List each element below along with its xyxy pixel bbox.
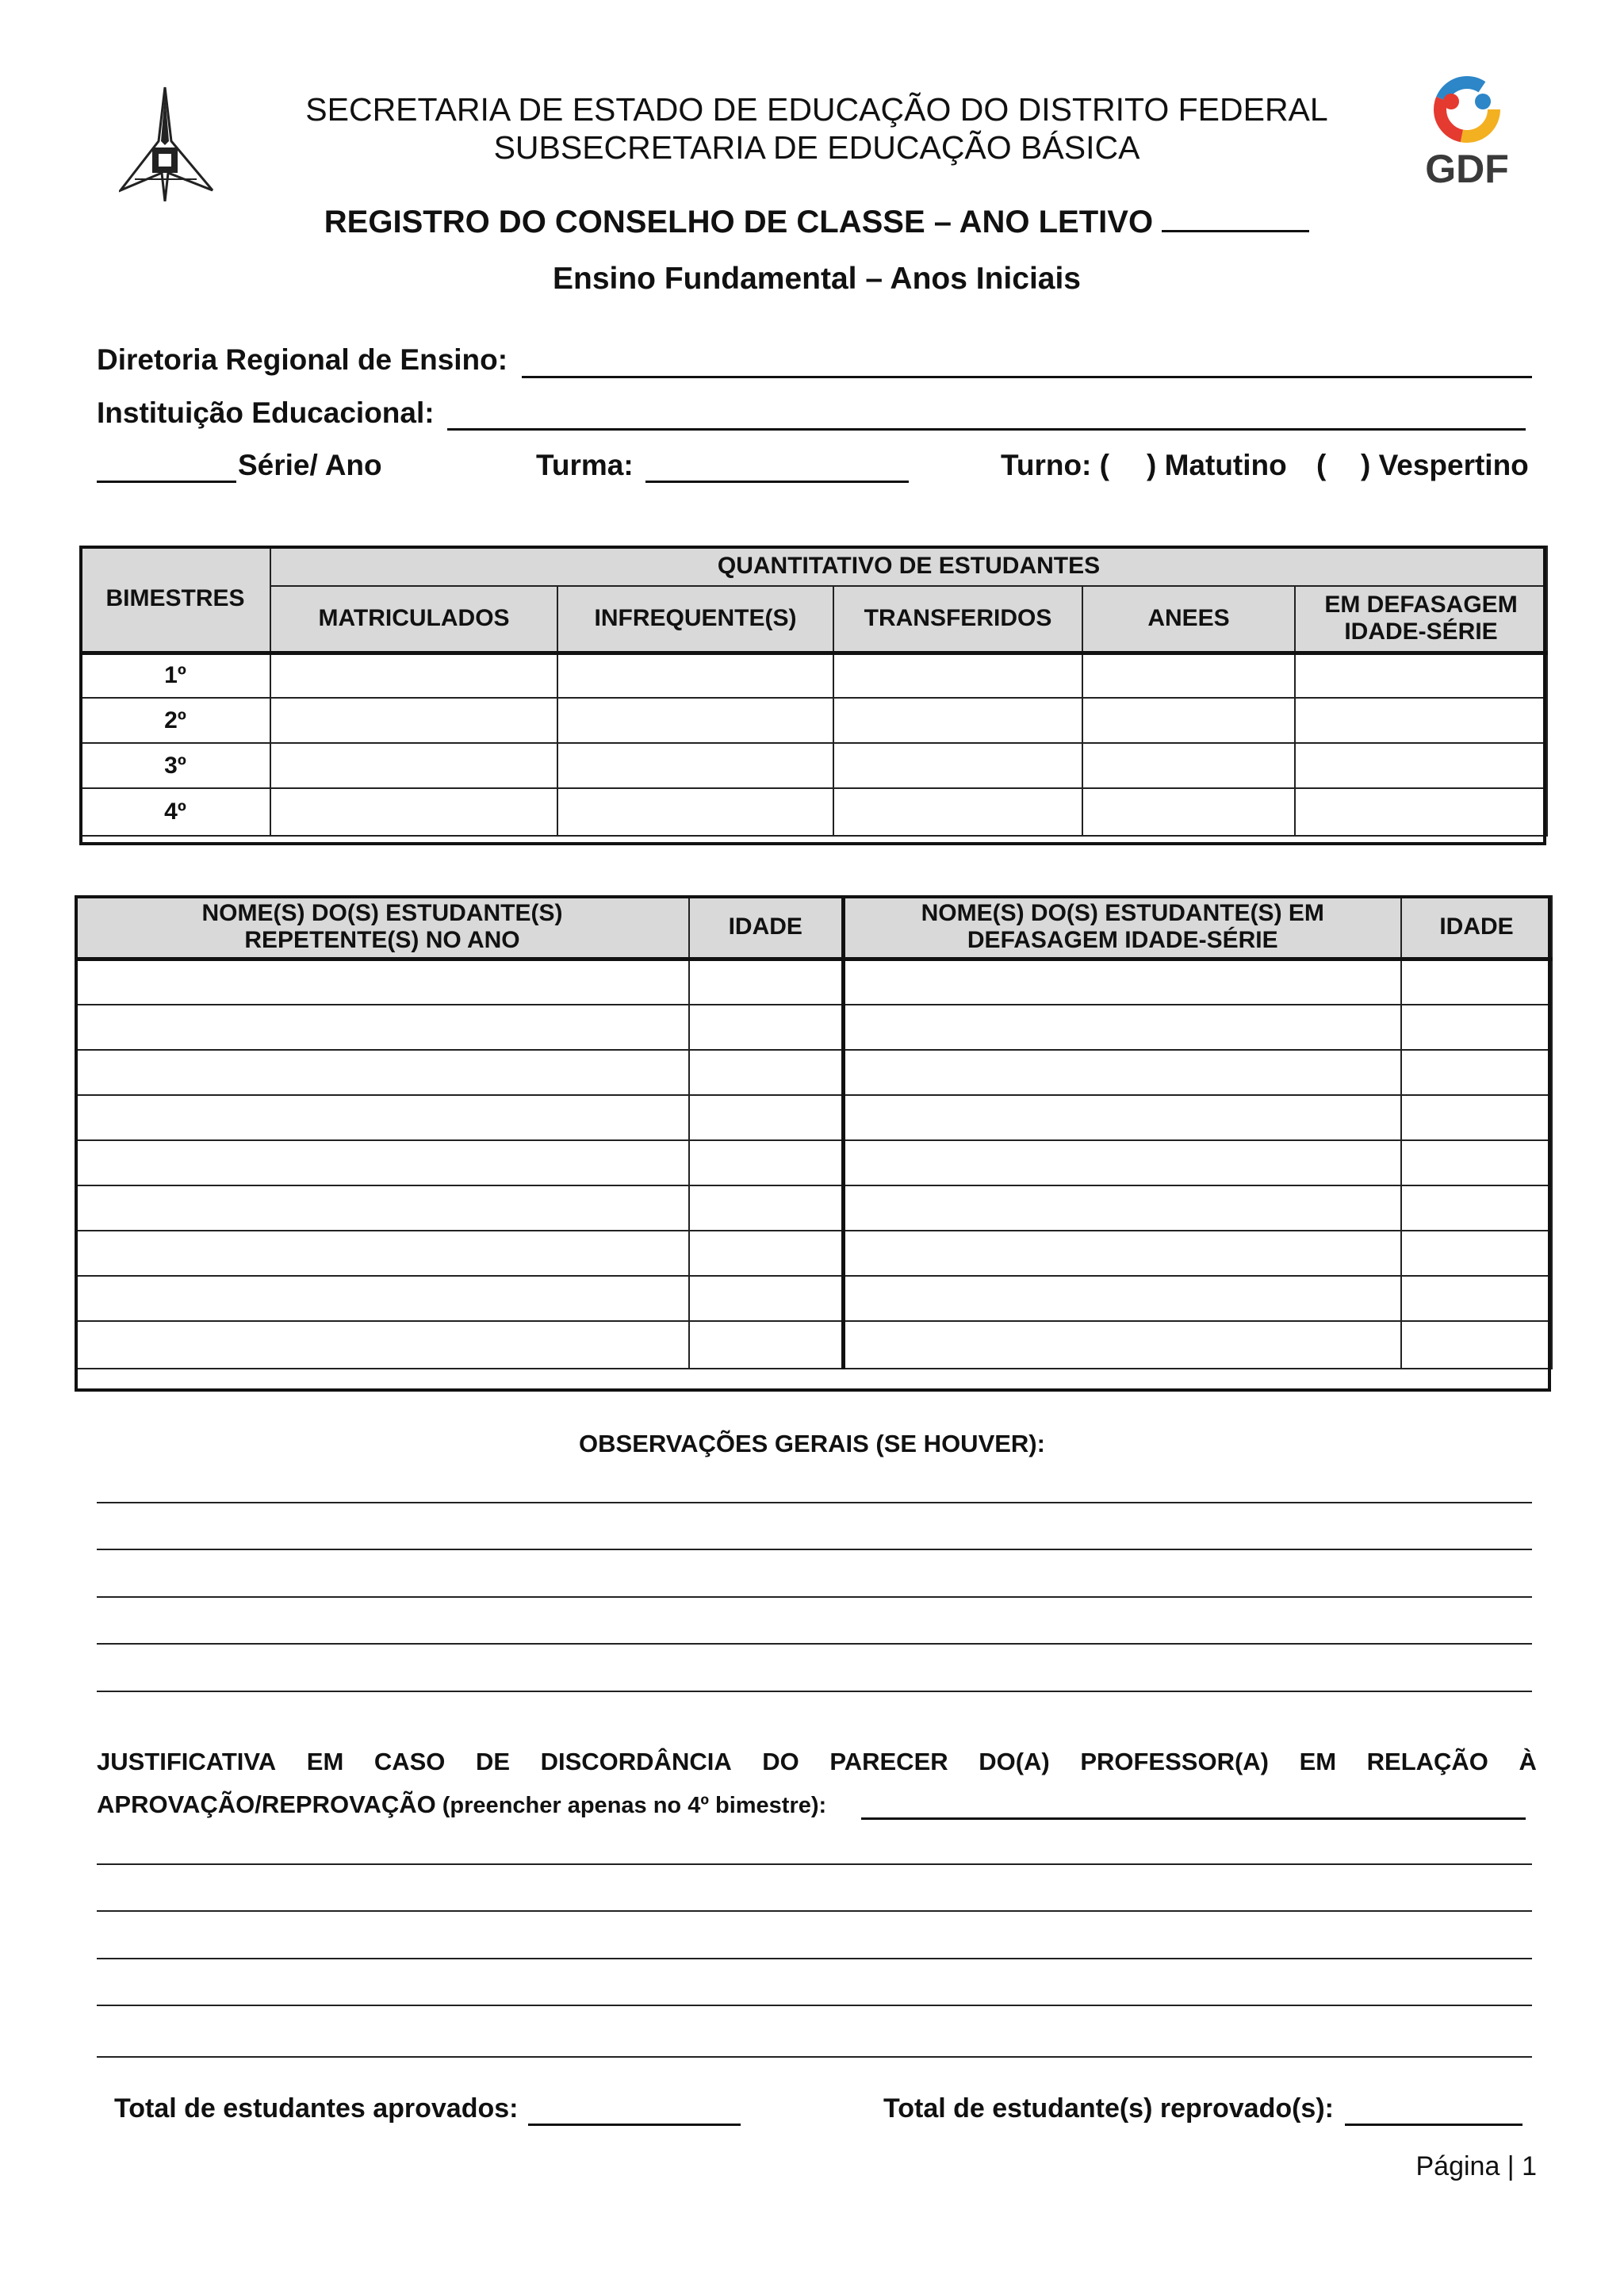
reprovados-label: Total de estudante(s) reprovado(s): (883, 2093, 1334, 2124)
serie-label: Série/ Ano (238, 449, 382, 481)
vespertino-option[interactable]: ) Vespertino (1361, 449, 1529, 481)
observacoes-line[interactable] (97, 1502, 1532, 1503)
turma-field[interactable] (645, 454, 909, 483)
observacoes-line[interactable] (97, 1643, 1532, 1645)
infrequentes-cell[interactable] (557, 698, 833, 743)
instituicao-label: Instituição Educacional: (97, 396, 435, 429)
matriculados-header: MATRICULADOS (270, 586, 557, 653)
table-row (75, 959, 1552, 1005)
table-row (80, 653, 1547, 698)
anees-cell[interactable] (1082, 743, 1295, 788)
gdf-logo-text: GDF (1425, 147, 1509, 191)
anees-cell[interactable] (1082, 698, 1295, 743)
observacoes-line[interactable] (97, 1596, 1532, 1598)
justificativa-line[interactable] (97, 2056, 1532, 2058)
idade-header: IDADE (689, 896, 843, 959)
justificativa-line[interactable] (97, 1863, 1532, 1865)
justificativa-word: À (1519, 1748, 1537, 1775)
observacoes-title: OBSERVAÇÕES GERAIS (SE HOUVER): (579, 1430, 1045, 1457)
table-row (75, 1231, 1552, 1276)
reprovados-field[interactable] (1345, 2097, 1522, 2126)
matriculados-cell[interactable] (270, 653, 557, 698)
defasagem-name-cell[interactable] (843, 1231, 1401, 1276)
defasagem-age-cell[interactable] (1401, 1050, 1552, 1095)
table-row (75, 1140, 1552, 1185)
defasagem-age-cell[interactable] (1401, 1005, 1552, 1050)
repetente-name-cell[interactable] (75, 959, 689, 1005)
justificativa-word: DO(A) (979, 1748, 1050, 1775)
instituicao-field[interactable] (447, 401, 1526, 431)
defasagem-name-cell[interactable] (843, 1095, 1401, 1140)
transferidos-cell[interactable] (833, 743, 1082, 788)
defasagem-cell[interactable] (1295, 698, 1547, 743)
defasagem-header: EM DEFASAGEM IDADE-SÉRIE (1295, 586, 1547, 653)
justificativa-line[interactable] (97, 2005, 1532, 2006)
idade-header-2: IDADE (1401, 896, 1552, 959)
aprovados-field[interactable] (528, 2097, 741, 2126)
defasagem-name-cell[interactable] (843, 959, 1401, 1005)
gdf-logo (1404, 70, 1530, 197)
repetente-age-cell[interactable] (689, 1276, 843, 1321)
defasagem-names-header: NOME(S) DO(S) ESTUDANTE(S) EM DEFASAGEM IDADE-SÉRIE (843, 896, 1401, 959)
defasagem-name-cell[interactable] (843, 1050, 1401, 1095)
repetente-age-cell[interactable] (689, 1050, 843, 1095)
anees-cell[interactable] (1082, 788, 1295, 836)
repetente-age-cell[interactable] (689, 959, 843, 1005)
justificativa-line[interactable] (97, 1910, 1532, 1912)
subsecretaria-title: SUBSECRETARIA DE EDUCAÇÃO BÁSICA (493, 129, 1140, 166)
table-row (80, 698, 1547, 743)
justificativa-word: DO (762, 1748, 799, 1775)
bimestre-label: 1º (80, 653, 270, 698)
table-row (80, 743, 1547, 788)
vespertino-paren: ( (1316, 449, 1327, 481)
matriculados-cell[interactable] (270, 698, 557, 743)
title-text: REGISTRO DO CONSELHO DE CLASSE – ANO LETIVO (324, 205, 1154, 239)
defasagem-age-cell[interactable] (1401, 1276, 1552, 1321)
matriculados-cell[interactable] (270, 788, 557, 836)
repetente-age-cell[interactable] (689, 1231, 843, 1276)
defasagem-age-cell[interactable] (1401, 1231, 1552, 1276)
transferidos-cell[interactable] (833, 653, 1082, 698)
infrequentes-cell[interactable] (557, 653, 833, 698)
secretaria-title: SECRETARIA DE ESTADO DE EDUCAÇÃO DO DISTRITO FEDERAL (305, 91, 1328, 128)
justificativa-word: PARECER (829, 1748, 948, 1775)
repetente-name-cell[interactable] (75, 1095, 689, 1140)
students-table (75, 895, 1553, 1369)
transferidos-header: TRANSFERIDOS (833, 586, 1082, 653)
table-row (80, 788, 1547, 836)
turno-label: Turno: ( (1001, 449, 1109, 481)
diretoria-field[interactable] (522, 349, 1532, 378)
infrequentes-header: INFREQUENTE(S) (557, 586, 833, 653)
justificativa-field[interactable] (861, 1790, 1526, 1820)
defasagem-name-cell[interactable] (843, 1140, 1401, 1185)
repetente-age-cell[interactable] (689, 1185, 843, 1231)
defasagem-age-cell[interactable] (1401, 959, 1552, 1005)
repetente-name-cell[interactable] (75, 1185, 689, 1231)
serie-field[interactable] (97, 454, 236, 483)
repetente-age-cell[interactable] (689, 1095, 843, 1140)
defasagem-name-cell[interactable] (843, 1321, 1401, 1369)
matriculados-cell[interactable] (270, 743, 557, 788)
ano-letivo-blank[interactable] (1162, 205, 1309, 232)
defasagem-age-cell[interactable] (1401, 1321, 1552, 1369)
defasagem-cell[interactable] (1295, 743, 1547, 788)
bimestre-label: 2º (80, 698, 270, 743)
justificativa-bold: APROVAÇÃO/REPROVAÇÃO (97, 1790, 436, 1818)
document-subtitle: Ensino Fundamental – Anos Iniciais (552, 262, 1081, 296)
justificativa-word: PROFESSOR(A) (1080, 1748, 1269, 1775)
justificativa-word: EM (306, 1748, 344, 1775)
anees-header: ANEES (1082, 586, 1295, 653)
matutino-option[interactable]: ) Matutino (1147, 449, 1287, 481)
repetente-age-cell[interactable] (689, 1321, 843, 1369)
repetente-age-cell[interactable] (689, 1005, 843, 1050)
justificativa-line[interactable] (97, 1958, 1532, 1959)
quantitativo-header: QUANTITATIVO DE ESTUDANTES (270, 546, 1547, 586)
document-title (262, 205, 1372, 240)
table-row (75, 1185, 1552, 1231)
repetente-name-cell[interactable] (75, 1276, 689, 1321)
page-number: Página | 1 (1415, 2151, 1537, 2181)
brasilia-emblem (119, 86, 214, 201)
bimestre-label: 3º (80, 743, 270, 788)
infrequentes-cell[interactable] (557, 788, 833, 836)
repetente-name-cell[interactable] (75, 1231, 689, 1276)
justificativa-word: JUSTIFICATIVA (97, 1748, 277, 1775)
repetente-name-cell[interactable] (75, 1140, 689, 1185)
defasagem-name-cell[interactable] (843, 1276, 1401, 1321)
justificativa-word: DE (475, 1748, 511, 1775)
repetente-name-cell[interactable] (75, 1321, 689, 1369)
defasagem-age-cell[interactable] (1401, 1185, 1552, 1231)
defasagem-cell[interactable] (1295, 788, 1547, 836)
bimester-table (79, 546, 1548, 837)
justificativa-word: RELAÇÃO (1366, 1748, 1488, 1775)
bimestre-label: 4º (80, 788, 270, 836)
infrequentes-cell[interactable] (557, 743, 833, 788)
diretoria-label: Diretoria Regional de Ensino: (97, 343, 508, 376)
defasagem-age-cell[interactable] (1401, 1140, 1552, 1185)
justificativa-word: CASO (373, 1748, 446, 1775)
transferidos-cell[interactable] (833, 788, 1082, 836)
bimestres-header: BIMESTRES (80, 546, 270, 653)
repetente-name-cell[interactable] (75, 1050, 689, 1095)
repetente-age-cell[interactable] (689, 1140, 843, 1185)
justificativa-word: DISCORDÂNCIA (540, 1748, 732, 1775)
table-row (75, 1321, 1552, 1369)
table-row (75, 1050, 1552, 1095)
aprovados-label: Total de estudantes aprovados: (114, 2093, 519, 2124)
anees-cell[interactable] (1082, 653, 1295, 698)
observacoes-line[interactable] (97, 1691, 1532, 1692)
defasagem-name-cell[interactable] (843, 1185, 1401, 1231)
observacoes-line[interactable] (97, 1549, 1532, 1550)
justificativa-line1 (97, 1748, 1537, 1776)
table-row (75, 1276, 1552, 1321)
justificativa-instruction: (preencher apenas no 4º bimestre): (435, 1793, 827, 1818)
repetentes-header: NOME(S) DO(S) ESTUDANTE(S) REPETENTE(S) NO ANO (75, 896, 689, 959)
defasagem-age-cell[interactable] (1401, 1095, 1552, 1140)
defasagem-name-cell[interactable] (843, 1005, 1401, 1050)
justificativa-word: EM (1299, 1748, 1337, 1775)
transferidos-cell[interactable] (833, 698, 1082, 743)
table-row (75, 1005, 1552, 1050)
table-row (75, 1095, 1552, 1140)
turma-label: Turma: (536, 449, 634, 481)
defasagem-cell[interactable] (1295, 653, 1547, 698)
repetente-name-cell[interactable] (75, 1005, 689, 1050)
